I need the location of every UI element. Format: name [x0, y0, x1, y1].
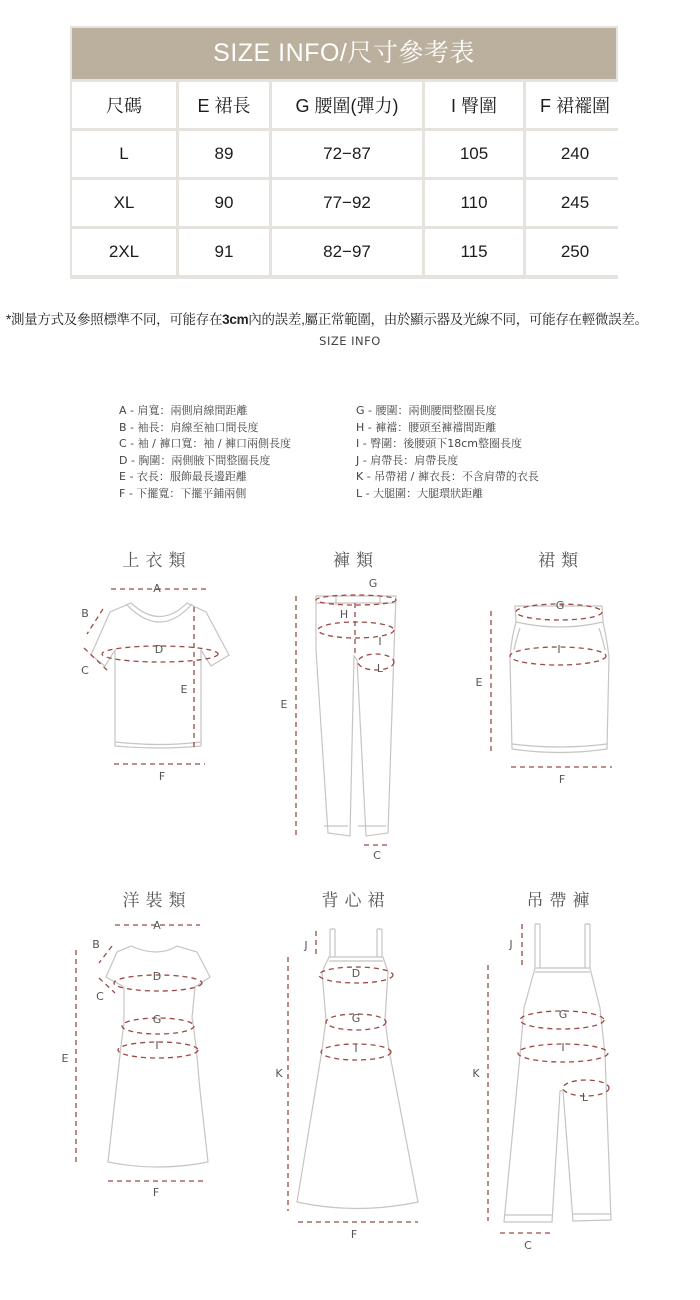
category-title-dresses: 洋裝類	[122, 891, 192, 911]
skirt-outline-icon	[510, 606, 609, 753]
table-cell: 105	[425, 131, 523, 177]
label-C: C	[81, 664, 89, 677]
label-A: A	[153, 919, 161, 932]
label-L: L	[581, 1091, 589, 1104]
label-C: C	[373, 849, 381, 862]
label-F: F	[152, 1186, 160, 1199]
label-I: I	[155, 1039, 159, 1052]
label-A: A	[153, 582, 161, 595]
header-length: E 裙長	[179, 82, 269, 128]
legend-item: B - 袖長：肩線至袖口間長度	[119, 420, 259, 434]
label-G: G	[152, 1013, 162, 1026]
label-E: E	[61, 1052, 69, 1065]
legend-item: L - 大腿圍：大腿環狀距離	[356, 486, 484, 500]
table-cell: 91	[179, 229, 269, 275]
table-cell: XL	[72, 180, 176, 226]
size-info-title: SIZE INFO	[319, 334, 381, 348]
label-G: G	[558, 1008, 568, 1021]
label-J: J	[509, 938, 513, 951]
label-D: D	[154, 643, 164, 656]
legend-item: I - 臀圍：後腰頭下18cm整圈長度	[356, 437, 522, 450]
size-table-title: SIZE INFO/尺寸參考表	[72, 28, 616, 79]
legend-item: G - 腰圍：兩側腰間整圈長度	[356, 404, 497, 417]
label-E: E	[475, 676, 483, 689]
label-E: E	[180, 683, 188, 696]
legend-item: D - 胸圍：兩側腋下間整圈長度	[119, 453, 271, 467]
table-cell: 115	[425, 229, 523, 275]
label-G: G	[368, 577, 378, 590]
overalls-outline-icon	[504, 924, 611, 1222]
label-K: K	[472, 1067, 480, 1080]
label-L: L	[376, 662, 384, 675]
note-text: 內的誤差,屬正常範圍，由於顯示器及光線不同，可能存在輕微誤差。	[248, 312, 648, 327]
table-cell: 250	[526, 229, 624, 275]
pants-outline-icon	[316, 596, 396, 836]
category-title-vest-dress: 背心裙	[321, 891, 391, 911]
legend-item: J - 肩帶長：肩帶長度	[356, 453, 459, 467]
note-text: *測量方式及參照標準不同，可能存在	[6, 312, 223, 327]
label-I: I	[561, 1041, 565, 1054]
table-cell: 110	[425, 180, 523, 226]
table-cell: L	[72, 131, 176, 177]
table-cell: 240	[526, 131, 624, 177]
table-cell: 245	[526, 180, 624, 226]
table-cell: 77−92	[272, 180, 422, 226]
header-waist: G 腰圍(彈力)	[272, 82, 422, 128]
table-cell: 2XL	[72, 229, 176, 275]
header-hem: F 裙襬圍	[526, 82, 624, 128]
table-cell: 82−97	[272, 229, 422, 275]
note-bold: 3cm	[222, 312, 249, 327]
label-J: J	[304, 939, 308, 952]
label-D: D	[351, 967, 361, 980]
label-I: I	[557, 643, 561, 656]
legend-item: A - 肩寬：兩側肩線間距離	[119, 404, 248, 417]
category-title-tops: 上衣類	[122, 551, 192, 571]
label-H: H	[339, 608, 349, 621]
label-I: I	[354, 1042, 358, 1055]
label-F: F	[350, 1228, 358, 1241]
legend-item: K - 吊帶裙 / 褲衣長：不含肩帶的衣長	[356, 470, 539, 483]
label-G: G	[351, 1012, 361, 1025]
label-F: F	[558, 773, 566, 786]
label-C: C	[96, 990, 104, 1003]
label-B: B	[92, 938, 100, 951]
header-hip: I 臀圍	[425, 82, 523, 128]
table-cell: 90	[179, 180, 269, 226]
tshirt-outline-icon	[91, 603, 229, 748]
label-F: F	[158, 770, 166, 783]
label-B: B	[81, 607, 89, 620]
label-K: K	[275, 1067, 283, 1080]
label-I: I	[378, 635, 382, 648]
legend-item: C - 袖 / 褲口寬：袖 / 褲口兩側長度	[119, 437, 292, 450]
table-cell: 89	[179, 131, 269, 177]
label-D: D	[152, 970, 162, 983]
category-title-overalls: 吊帶褲	[526, 891, 596, 911]
table-cell: 72−87	[272, 131, 422, 177]
legend-item: H - 褲襠：腰頭至褲襠間距離	[356, 420, 497, 434]
label-C: C	[524, 1239, 532, 1252]
label-G: G	[555, 599, 565, 612]
label-E: E	[280, 698, 288, 711]
header-size: 尺碼	[72, 82, 176, 128]
legend-item: E - 衣長：服飾最長邊距離	[119, 470, 247, 483]
category-title-pants: 褲類	[333, 551, 379, 571]
legend-item: F - 下擺寬：下擺平鋪兩側	[119, 486, 247, 500]
category-title-skirts: 裙類	[538, 551, 584, 571]
